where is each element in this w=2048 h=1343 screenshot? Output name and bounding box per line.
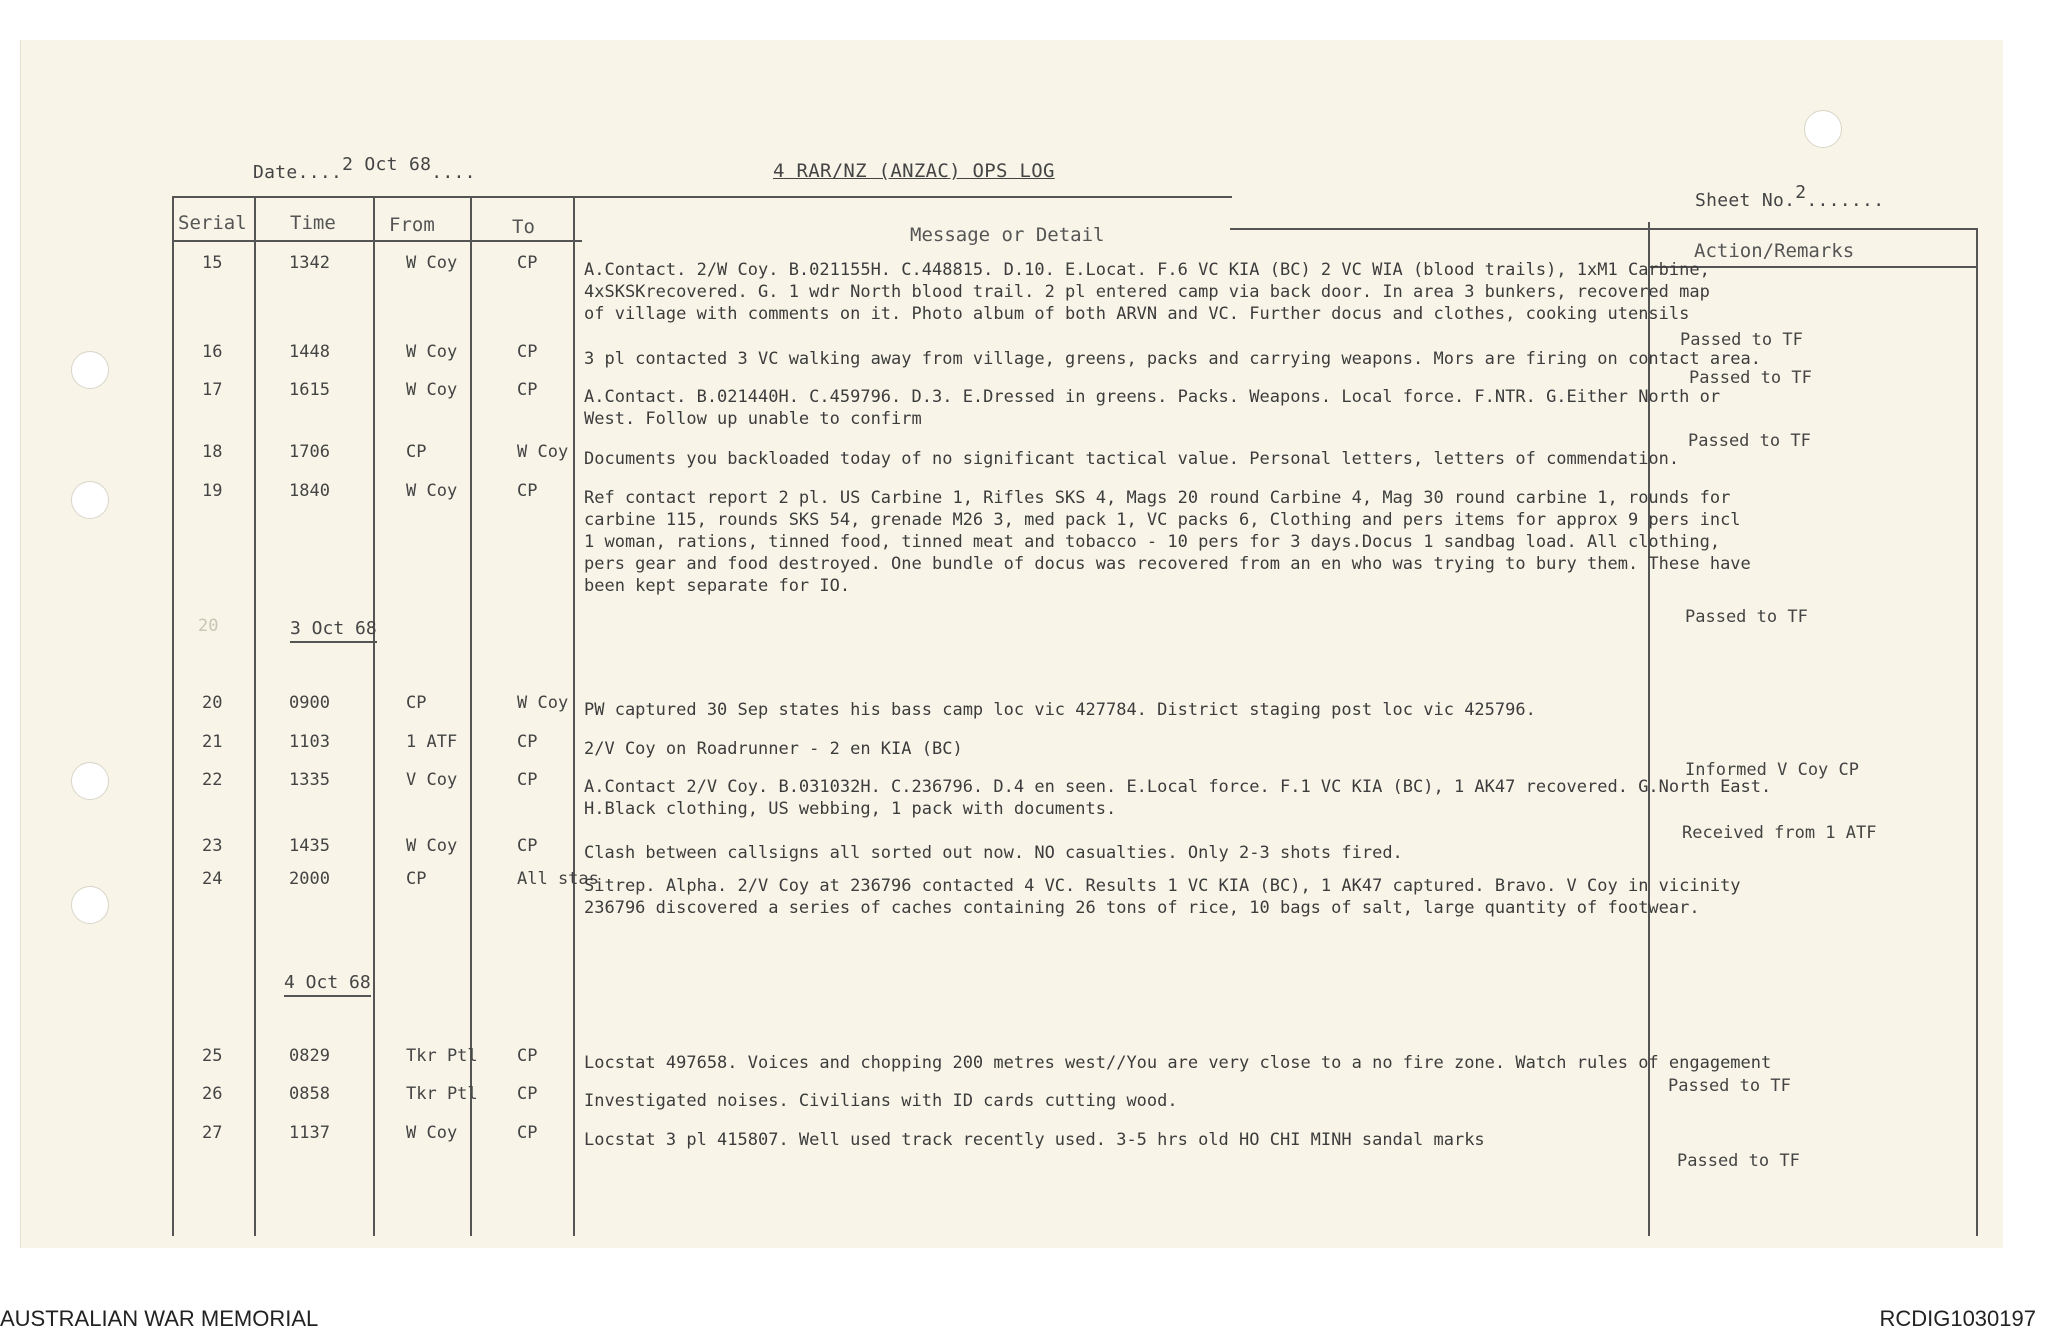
cell-to: CP bbox=[517, 732, 538, 752]
punch-hole-1 bbox=[71, 351, 109, 389]
col-line-7 bbox=[1976, 228, 1978, 1236]
cell-time: 1615 bbox=[289, 380, 330, 400]
cell-from: W Coy bbox=[406, 380, 458, 400]
cell-to: CP bbox=[517, 1046, 538, 1066]
footer-institution: AUSTRALIAN WAR MEMORIAL bbox=[0, 1306, 319, 1331]
footer-record-id: RCDIG1030197 bbox=[1879, 1306, 2036, 1331]
col-line-2 bbox=[254, 196, 256, 1236]
message-line: of village with comments on it. Photo album of both ARVN and VC. Further docus and clothes, cooking utensils bbox=[584, 304, 1690, 324]
cell-time: 1342 bbox=[289, 253, 330, 273]
cell-from: Tkr Ptl bbox=[406, 1084, 478, 1104]
cell-from: W Coy bbox=[406, 481, 458, 501]
cell-to: CP bbox=[517, 1084, 538, 1104]
sheet-value: 2 bbox=[1795, 182, 1807, 203]
message-line: carbine 115, rounds SKS 54, grenade M26 3, med pack 1, VC packs 6, Clothing and pers items for approx 9 pers incl bbox=[584, 510, 1741, 530]
cell-message bbox=[584, 738, 963, 760]
col-header-from: From bbox=[389, 214, 435, 236]
cell-message bbox=[584, 386, 1720, 430]
table-top-rule bbox=[172, 196, 1232, 198]
cell-from: 1 ATF bbox=[406, 732, 458, 752]
table-top-rule-right bbox=[1230, 228, 1978, 230]
message-line: Sitrep. Alpha. 2/V Coy at 236796 contacted 4 VC. Results 1 VC KIA (BC), 1 AK47 captured. Bravo. V Coy in vicinity bbox=[584, 876, 1741, 896]
cell-message bbox=[584, 1052, 1771, 1074]
cell-message bbox=[584, 259, 1710, 325]
cell-to: CP bbox=[517, 770, 538, 790]
cell-from: CP bbox=[406, 442, 427, 462]
message-line: 1 woman, rations, tinned food, tinned meat and tobacco - 10 pers for 3 days.Docus 1 sandbag load. All clothing, bbox=[584, 532, 1721, 552]
cell-serial: 22 bbox=[202, 770, 223, 790]
message-line: Ref contact report 2 pl. US Carbine 1, Rifles SKS 4, Mags 20 round Carbine 4, Mag 30 round carbine 1, rounds for bbox=[584, 488, 1731, 508]
cell-message bbox=[584, 776, 1771, 820]
cell-from: W Coy bbox=[406, 342, 458, 362]
remark-passed-17: Passed to TF bbox=[1689, 368, 1812, 388]
cell-time: 1840 bbox=[289, 481, 330, 501]
cell-to: All stas bbox=[517, 869, 599, 889]
cell-time: 1335 bbox=[289, 770, 330, 790]
col-header-serial: Serial bbox=[178, 212, 247, 234]
cell-serial: 26 bbox=[202, 1084, 223, 1104]
message-line: Locstat 3 pl 415807. Well used track recently used. 3-5 hrs old HO CHI MINH sandal marks bbox=[584, 1130, 1485, 1150]
message-line: West. Follow up unable to confirm bbox=[584, 409, 922, 429]
cell-serial: 21 bbox=[202, 732, 223, 752]
cell-message bbox=[584, 842, 1403, 864]
cell-to: W Coy bbox=[517, 442, 569, 462]
cell-serial: 25 bbox=[202, 1046, 223, 1066]
cell-from: CP bbox=[406, 693, 427, 713]
message-line: Documents you backloaded today of no significant tactical value. Personal letters, letters of commendation. bbox=[584, 449, 1680, 469]
cell-serial: 16 bbox=[202, 342, 223, 362]
cell-serial: 24 bbox=[202, 869, 223, 889]
message-line: Investigated noises. Civilians with ID cards cutting wood. bbox=[584, 1091, 1178, 1111]
cell-time: 0900 bbox=[289, 693, 330, 713]
col-line-6 bbox=[1648, 222, 1650, 1236]
message-line: Clash between callsigns all sorted out now. NO casualties. Only 2-3 shots fired. bbox=[584, 843, 1403, 863]
cell-serial: 27 bbox=[202, 1123, 223, 1143]
col-header-time: Time bbox=[290, 212, 336, 234]
cell-time: 1103 bbox=[289, 732, 330, 752]
cell-time: 1706 bbox=[289, 442, 330, 462]
message-line: A.Contact. B.021440H. C.459796. D.3. E.Dressed in greens. Packs. Weapons. Local force. F.NTR. G.Either North or bbox=[584, 387, 1721, 407]
cell-time: 1137 bbox=[289, 1123, 330, 1143]
message-line: Locstat 497658. Voices and chopping 200 metres west//You are very close to a no fire zone. Watch rules of engagement bbox=[584, 1053, 1772, 1073]
col-header-to: To bbox=[512, 216, 535, 238]
remark-informed-22: Informed V Coy CP bbox=[1685, 760, 1859, 780]
remark-passed-27: Passed to TF bbox=[1677, 1151, 1800, 1171]
cell-to: CP bbox=[517, 1123, 538, 1143]
cell-serial: 23 bbox=[202, 836, 223, 856]
date-field: Date....2 Oct 68.... bbox=[253, 154, 476, 183]
cell-from: Tkr Ptl bbox=[406, 1046, 478, 1066]
message-line: 2/V Coy on Roadrunner - 2 en KIA (BC) bbox=[584, 739, 963, 759]
cell-from: W Coy bbox=[406, 1123, 458, 1143]
cell-serial: 19 bbox=[202, 481, 223, 501]
cell-message bbox=[584, 1090, 1178, 1112]
header-divider bbox=[172, 240, 582, 242]
cell-to: W Coy bbox=[517, 693, 569, 713]
message-line: pers gear and food destroyed. One bundle of docus was recovered from an en who was trying to bury them. These have bbox=[584, 554, 1751, 574]
sheet-number: Sheet No.2....... bbox=[1695, 182, 1885, 211]
cell-to: CP bbox=[517, 481, 538, 501]
sheet-label: Sheet No. bbox=[1695, 190, 1796, 211]
cell-message bbox=[584, 1129, 1485, 1151]
remark-received-23: Received from 1 ATF bbox=[1682, 823, 1877, 843]
col-line-4 bbox=[470, 198, 472, 1236]
cell-time: 0829 bbox=[289, 1046, 330, 1066]
col-header-message: Message or Detail bbox=[910, 224, 1105, 246]
punch-hole-4 bbox=[71, 886, 109, 924]
col-line-3 bbox=[373, 198, 375, 1236]
punch-hole-5 bbox=[1804, 110, 1842, 148]
col-header-action: Action/Remarks bbox=[1694, 240, 1855, 262]
message-line: H.Black clothing, US webbing, 1 pack with documents. bbox=[584, 799, 1117, 819]
remark-passed-19: Passed to TF bbox=[1685, 607, 1808, 627]
date-label: Date bbox=[253, 162, 298, 183]
punch-hole-2 bbox=[71, 481, 109, 519]
date-separator-4-oct: 4 Oct 68 bbox=[284, 972, 371, 997]
cell-time: 2000 bbox=[289, 869, 330, 889]
message-line: 236796 discovered a series of caches containing 26 tons of rice, 10 bags of salt, large quantity of footwear. bbox=[584, 898, 1700, 918]
cell-message bbox=[584, 875, 1741, 919]
remark-passed-16: Passed to TF bbox=[1680, 330, 1803, 350]
date-value: 2 Oct 68 bbox=[342, 154, 432, 175]
cell-to: CP bbox=[517, 836, 538, 856]
date-separator-3-oct: 3 Oct 68 bbox=[290, 618, 377, 643]
col-line-1 bbox=[172, 196, 174, 1236]
cell-serial: 15 bbox=[202, 253, 223, 273]
message-line: been kept separate for IO. bbox=[584, 576, 851, 596]
cell-from: W Coy bbox=[406, 253, 458, 273]
cell-from: W Coy bbox=[406, 836, 458, 856]
cell-serial: 18 bbox=[202, 442, 223, 462]
message-line: A.Contact 2/V Coy. B.031032H. C.236796. D.4 en seen. E.Local force. F.1 VC KIA (BC), 1 AK47 recovered. G.North East. bbox=[584, 777, 1772, 797]
cell-serial: 20 bbox=[202, 693, 223, 713]
cell-message bbox=[584, 448, 1679, 470]
cell-from: CP bbox=[406, 869, 427, 889]
cell-message bbox=[584, 348, 1761, 370]
faded-serial: 20 bbox=[198, 616, 219, 636]
cell-serial: 17 bbox=[202, 380, 223, 400]
cell-time: 1448 bbox=[289, 342, 330, 362]
log-title: 4 RAR/NZ (ANZAC) OPS LOG bbox=[773, 160, 1055, 182]
cell-from: V Coy bbox=[406, 770, 458, 790]
cell-time: 1435 bbox=[289, 836, 330, 856]
message-line: PW captured 30 Sep states his bass camp loc vic 427784. District staging post loc vic 425796. bbox=[584, 700, 1536, 720]
col-line-5 bbox=[573, 198, 575, 1236]
cell-message bbox=[584, 487, 1751, 597]
message-line: 3 pl contacted 3 VC walking away from village, greens, packs and carrying weapons. Mors are firing on contact area. bbox=[584, 349, 1762, 369]
cell-to: CP bbox=[517, 380, 538, 400]
cell-time: 0858 bbox=[289, 1084, 330, 1104]
message-line: 4xSKSKrecovered. G. 1 wdr North blood trail. 2 pl entered camp via back door. In area 3 bunkers, recovered map bbox=[584, 282, 1710, 302]
cell-to: CP bbox=[517, 253, 538, 273]
cell-to: CP bbox=[517, 342, 538, 362]
remark-passed-25: Passed to TF bbox=[1668, 1076, 1791, 1096]
message-line: A.Contact. 2/W Coy. B.021155H. C.448815. D.10. E.Locat. F.6 VC KIA (BC) 2 VC WIA (blood trails), 1xM1 Carbine, bbox=[584, 260, 1710, 280]
remark-passed-18: Passed to TF bbox=[1688, 431, 1811, 451]
punch-hole-3 bbox=[71, 762, 109, 800]
cell-message bbox=[584, 699, 1536, 721]
